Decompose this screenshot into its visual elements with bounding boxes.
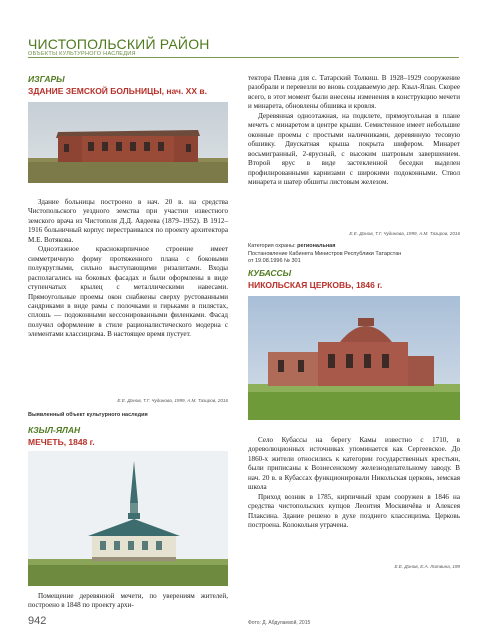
header-rule <box>28 57 459 58</box>
church-para-1: Село Кубассы на берегу Камы известно с 1710, в дореволюционных источниках упоминается как Сергеевское. До 1860-х жители относились к категории государственных крестьян, были приписаны к Вознесенскому железноделательному заводу. В нач. 20 в. в Кубассах функционировали Никольская церковь, земская школа <box>248 436 460 492</box>
hospital-photo <box>28 102 228 183</box>
church-photo <box>248 296 460 420</box>
hospital-text <box>28 198 228 340</box>
category-value: региональная <box>297 243 336 249</box>
church-para-2: Приход возник в 1785, кирпичный храм сооружен в 1846 на средства чистопольских купцов Леонтия Москвичёва и Алексея Плаксина. Здание решено в духе позднего классицизма. Церковь построена. Колокольня утрачена. <box>248 492 460 530</box>
hospital-caption: Е.Е. Донов, Т.Г. Чудинова, 1999, А.М. Тазиров, 2016 <box>117 398 228 403</box>
church-text <box>248 436 460 531</box>
protection-category <box>248 243 460 266</box>
mosque-para-1-left: Помещение деревянной мечети, по уверениям жителей, построено в 1848 по проекту архи- <box>28 592 228 610</box>
mosque-para-1-right: тектора Плевна для с. Татарский Толкиш. В 1928–1929 сооружение разобрали и перевезли во вновь создаваемую дер. Кзыл-Ялан. Скорее всего, в этот момент были внесены изменения в конструкцию мечети и минарета, обновлены обшивка и кровля. <box>248 74 460 111</box>
object-hospital: ЗДАНИЕ ЗЕМСКОЙ БОЛЬНИЦЫ, нач. XX в. <box>28 86 207 96</box>
place-kzyl-yalan: КЗЫЛ-ЯЛАН <box>28 425 81 435</box>
church-caption: Е.Е. Донов, Е.А. Литвина, 199 <box>394 564 460 569</box>
mosque-text-left <box>28 592 228 611</box>
hospital-para-1: Здание больницы построено в нач. 20 в. на средства Чистопольского уездного земства при участии известного земского врача из Чистополя Д.Д. Авдеева (1879–1952). В 1912–1916 больничный корпус перестраивался по проекту архитектора М.Е. Вотякова. <box>28 198 228 244</box>
mosque-caption: Е.Е. Донов, Т.Г. Чудинова, 1999, А.М. Тазиров, 2016 <box>349 231 460 236</box>
section-subtitle: ОБЪЕКТЫ КУЛЬТУРНОГО НАСЛЕДИЯ <box>28 51 136 57</box>
category-label: Категория охраны: <box>248 243 296 249</box>
mosque-text-right <box>248 74 460 187</box>
category-date: от 19.08.1996 № 301 <box>248 258 301 264</box>
mosque-photo <box>28 451 228 586</box>
place-izgary: ИЗГАРЫ <box>28 74 65 84</box>
section-title: ЧИСТОПОЛЬСКИЙ РАЙОН <box>28 36 210 52</box>
photo-credit: Фото: Д. Абдулаевой, 2015 <box>248 620 311 626</box>
object-mosque: МЕЧЕТЬ, 1848 г. <box>28 437 95 447</box>
object-church: НИКОЛЬСКАЯ ЦЕРКОВЬ, 1846 г. <box>248 280 383 290</box>
category-decree: Постановление Кабинета Министров Республики Татарстан <box>248 250 402 257</box>
identified-label: Выявленный объект культурного наследия <box>28 412 148 418</box>
place-kubassy: КУБАССЫ <box>248 268 292 278</box>
hospital-para-2: Одноэтажное краснокирпичное строение имеет симметричную форму протяженного плана с боковыми полукруглыми, сильно выступающими ризалитами. Входы располагались на боковых фасадах и были оформлены в виде ступенчатых крылец с металлическими навесами. Прямоугольные проемы окон снабжены сверху рустованными сандриками в виде рамы с полочками и гирьками в пилястах, сплошь — подоконными кессонированными филенками. Фасад получил оформление в стиле рационалистического модерна с элементами классицизма. В настоящее время пустует. <box>28 245 228 339</box>
page-number: 942 <box>28 615 47 627</box>
mosque-para-2: Деревянная одноэтажная, на подклете, прямоугольная в плане мечеть с минаретом в центре крыши. Семистенное имеет небольшие оконные проемы с простыми наличниками, деревянную тесовую обшивку. Двускатная крыша покрыта шифером. Минарет восьмигранный, 2-ярусный, с высоким шатровым завершением. Второй ярус в виде застекленной беседки выделен профилированными карнизами с широкими подоконными. Ствол минарета и шатер обшиты листовым железом. <box>248 111 460 186</box>
